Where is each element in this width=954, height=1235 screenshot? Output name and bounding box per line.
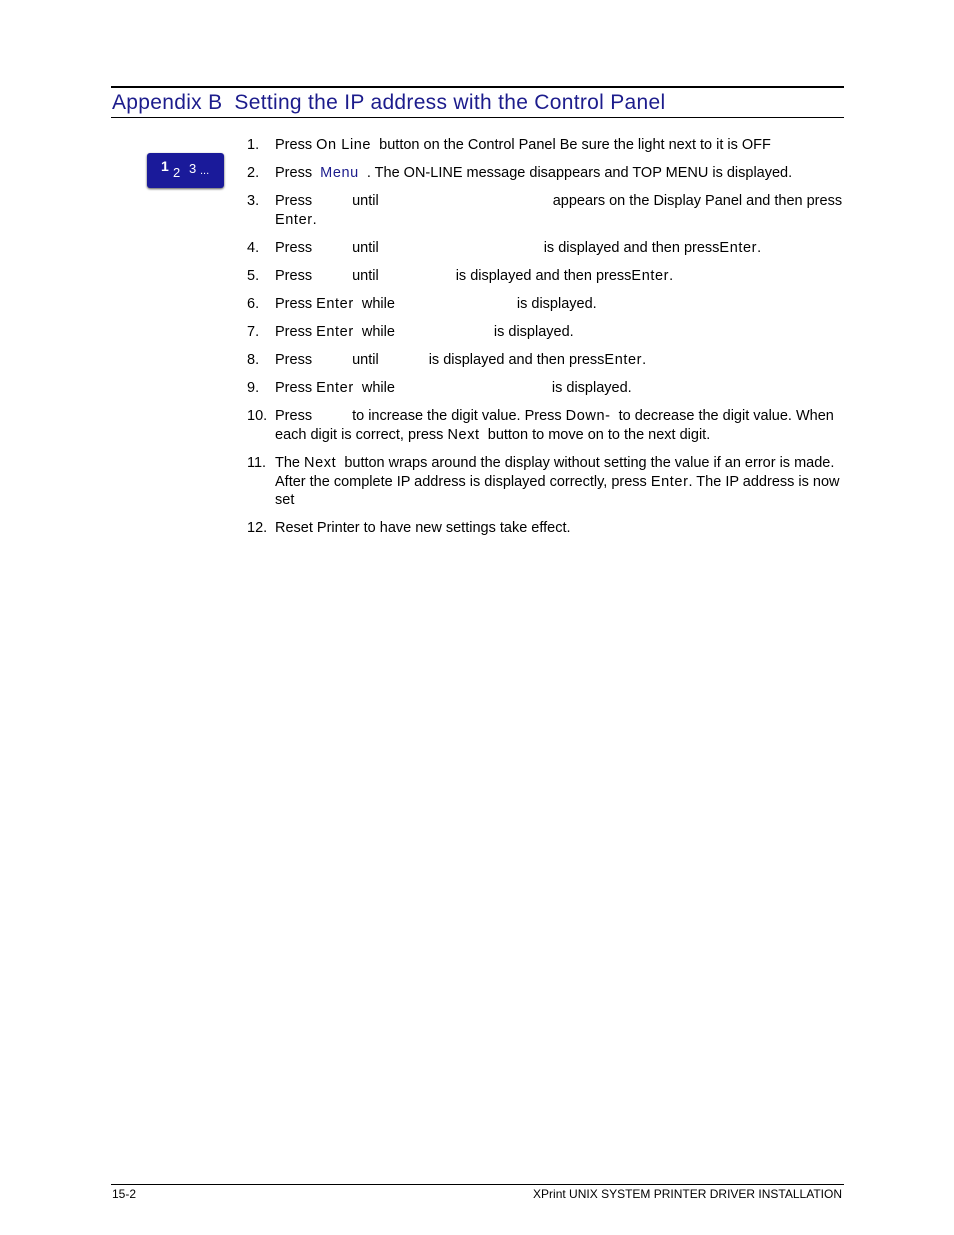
footer-doc-title: XPrint UNIX SYSTEM PRINTER DRIVER INSTALLATION [533, 1187, 842, 1201]
menu-button-ref: Menu [320, 165, 359, 182]
step: 5. Press until is displayed and then pressEnter. [247, 267, 674, 284]
page-number: 15-2 [112, 1187, 137, 1201]
step: 12. Reset Printer to have new settings take effect. [247, 520, 571, 537]
step: 6. Press Enter while is displayed. [247, 296, 597, 313]
step: 4. Press until is displayed and then pressEnter. [247, 239, 762, 256]
step: 1. Press On Line button on the Control Panel Be sure the light next to it is OFF [247, 137, 771, 153]
step: 11. The Next button wraps around the display without setting the value if an error is made. After the complete IP address is displayed correctly, press Enter. The IP address is now set [247, 455, 840, 509]
numbered-steps-icon: 1 2 3 ... [147, 153, 224, 188]
header-bottom-rule [111, 117, 844, 118]
step: 7. Press Enter while is displayed. [247, 324, 574, 341]
footer-rule [111, 1184, 844, 1185]
step: 2. Press Menu . The ON-LINE message disappears and TOP MENU is displayed. [247, 165, 793, 182]
appendix-title: Setting the IP address with the Control Panel [234, 91, 666, 114]
header-top-rule [111, 86, 844, 88]
step: 3. Press until appears on the Display Panel and then press Enter. [247, 193, 843, 228]
appendix-label: Appendix B [112, 91, 223, 114]
procedure-steps [247, 136, 847, 548]
page-title [112, 91, 665, 115]
step: 9. Press Enter while is displayed. [247, 380, 632, 397]
step: 10. Press to increase the digit value. Press Down- to decrease the digit value. When each digit is correct, press Next button to move on to the next digit. [247, 408, 834, 444]
step: 8. Press until is displayed and then pressEnter. [247, 352, 647, 369]
